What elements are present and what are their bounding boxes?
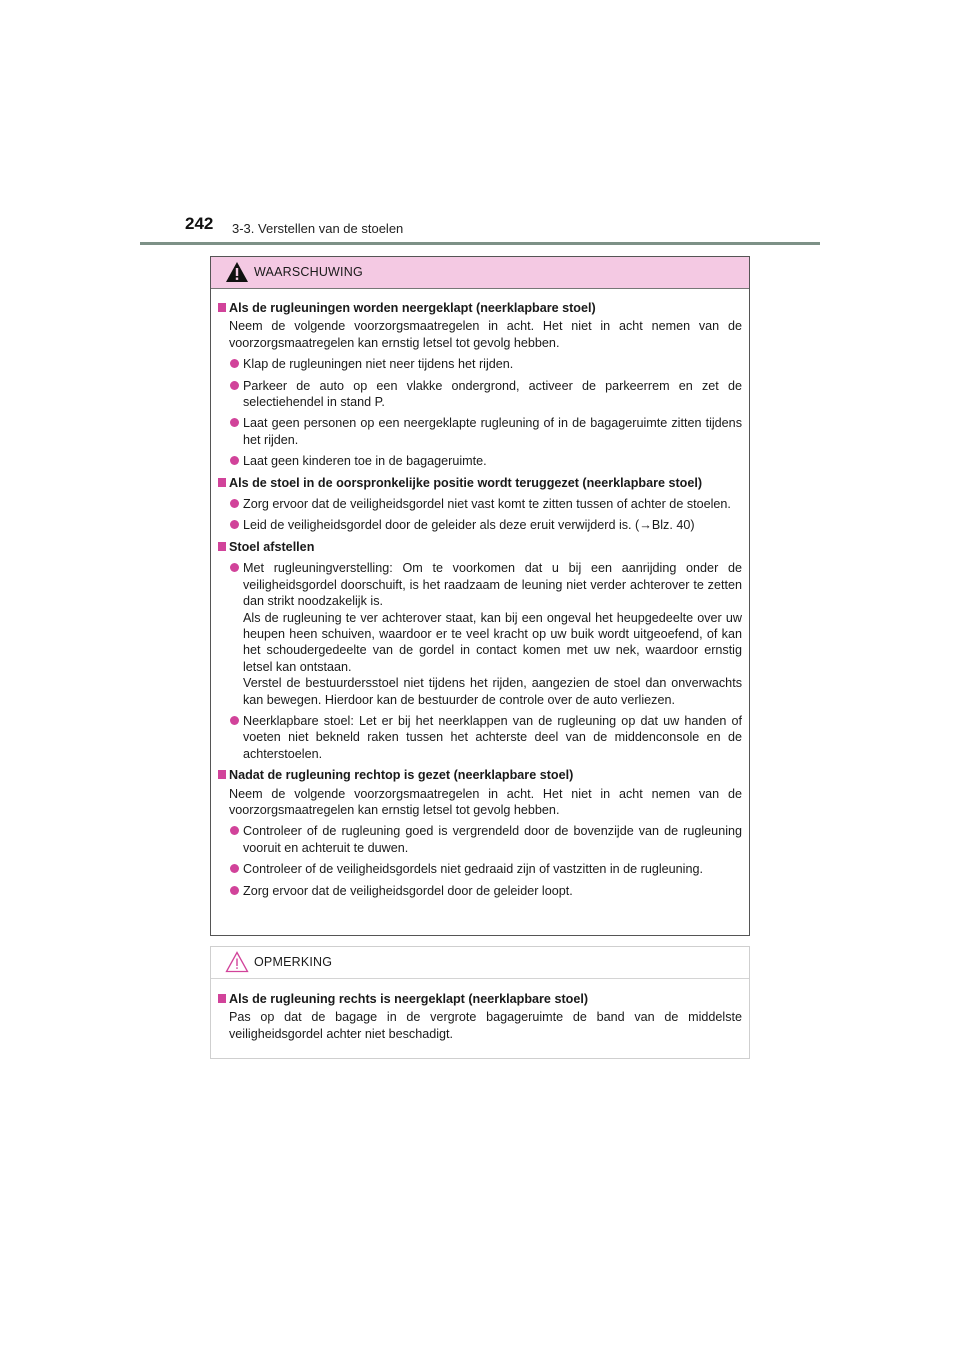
- bullet-dot-icon: [230, 418, 239, 427]
- bullet-item: [218, 496, 742, 512]
- warning-content: [211, 289, 749, 899]
- bullet-text: Leid de veiligheidsgordel door de geleider als deze eruit verwijderd is. (→Blz. 40): [243, 518, 695, 533]
- bullet-item: [218, 453, 742, 469]
- section-heading: Als de stoel in de oorspronkelijke positie wordt teruggezet (neerklapbare stoel): [218, 475, 742, 491]
- bullet-dot-icon: [230, 456, 239, 465]
- bullet-item: [218, 883, 742, 899]
- bullet-item: [218, 356, 742, 372]
- notice-header: [211, 947, 749, 979]
- bullet-item: [218, 861, 742, 877]
- bullet-item: [218, 378, 742, 411]
- bullet-text: Zorg ervoor dat de veiligheidsgordel niet vast komt te zitten tussen of achter de stoelen.: [243, 497, 731, 512]
- notice-label: OPMERKING: [254, 955, 333, 969]
- bullet-text: Zorg ervoor dat de veiligheidsgordel door de geleider loopt.: [243, 883, 573, 898]
- bullet-item: [218, 823, 742, 856]
- bullet-text: Laat geen kinderen toe in de bagageruimte.: [243, 454, 487, 469]
- notice-box: [210, 946, 750, 1059]
- section-heading: Nadat de rugleuning rechtop is gezet (neerklapbare stoel): [218, 767, 742, 783]
- bullet-text: Verstel de bestuurdersstoel niet tijdens het rijden, aangezien de stoel dan onverwachts kan bewegen. Hierdoor kan de bestuurder de controle over de auto verliezen.: [243, 676, 742, 707]
- bullet-dot-icon: [230, 864, 239, 873]
- bullet-dot-icon: [230, 499, 239, 508]
- section-heading: Als de rugleuning rechts is neergeklapt (neerklapbare stoel): [218, 991, 742, 1007]
- notice-content: [211, 979, 749, 1042]
- bullet-dot-icon: [230, 359, 239, 368]
- bullet-item: [218, 713, 742, 762]
- bullet-item: [218, 415, 742, 448]
- section-title: 3-3. Verstellen van de stoelen: [232, 221, 404, 236]
- warning-label: WAARSCHUWING: [254, 265, 363, 279]
- bullet-dot-icon: [230, 381, 239, 390]
- page-number: 242: [185, 214, 214, 233]
- section-heading: Stoel afstellen: [218, 539, 742, 555]
- warning-box: [210, 256, 750, 936]
- bullet-dot-icon: [230, 826, 239, 835]
- warning-header: [211, 257, 749, 289]
- caution-triangle-outline-icon: [225, 951, 249, 973]
- bullet-text: Klap de rugleuningen niet neer tijdens het rijden.: [243, 357, 514, 372]
- intro-paragraph: Neem de volgende voorzorgsmaatregelen in acht. Het niet in acht nemen van de voorzorgsmaatregelen kan ernstig letsel tot gevolg hebben.: [229, 786, 742, 817]
- bullet-text: Met rugleuningverstelling: Om te voorkomen dat u bij een aanrijding onder de veiligheidsgordel doorschuift, is het raadzaam de leuning niet verder achterover te zetten dan strikt noodzakelijk is.: [243, 561, 742, 609]
- header-rule: [140, 242, 820, 245]
- bullet-dot-icon: [230, 563, 239, 572]
- warning-triangle-icon: [225, 261, 249, 283]
- bullet-text: Controleer of de veiligheidsgordels niet gedraaid zijn of vastzitten in de rugleuning.: [243, 862, 703, 877]
- bullet-text: Als de rugleuning te ver achterover staat, kan bij een ongeval het heupgedeelte over uw heupen heen schuiven, waardoor er te veel kracht op uw buik wordt uitgeoefend, of kan het schoudergedeelte van de gordel in contact komen met uw nek, waardoor ernstig letsel kan ontstaan.: [243, 610, 742, 674]
- bullet-item: [218, 517, 742, 533]
- bullet-dot-icon: [230, 716, 239, 725]
- bullet-text: Parkeer de auto op een vlakke ondergrond, activeer de parkeerrem en zet de selectiehendel in stand P.: [243, 378, 742, 410]
- bullet-text: Laat geen personen op een neergeklapte rugleuning of in de bagageruimte zitten tijdens het rijden.: [243, 416, 742, 447]
- intro-paragraph: Pas op dat de bagage in de vergrote bagageruimte de band van de middelste veiligheidsgordel achter niet beschadigt.: [229, 1010, 742, 1041]
- intro-paragraph: Neem de volgende voorzorgsmaatregelen in acht. Het niet in acht nemen van de voorzorgsmaatregelen kan ernstig letsel tot gevolg hebben.: [229, 319, 742, 350]
- section-heading: Als de rugleuningen worden neergeklapt (neerklapbare stoel): [218, 300, 742, 316]
- bullet-dot-icon: [230, 886, 239, 895]
- bullet-item: [218, 560, 742, 708]
- bullet-text: Neerklapbare stoel: Let er bij het neerklappen van de rugleuning op dat uw handen of voeten niet bekneld raken tussen het achterste deel van de middenconsole en de achterstoelen.: [243, 713, 742, 761]
- bullet-text: Controleer of de rugleuning goed is vergrendeld door de bovenzijde van de rugleuning vooruit en achteruit te duwen.: [243, 824, 742, 855]
- bullet-dot-icon: [230, 520, 239, 529]
